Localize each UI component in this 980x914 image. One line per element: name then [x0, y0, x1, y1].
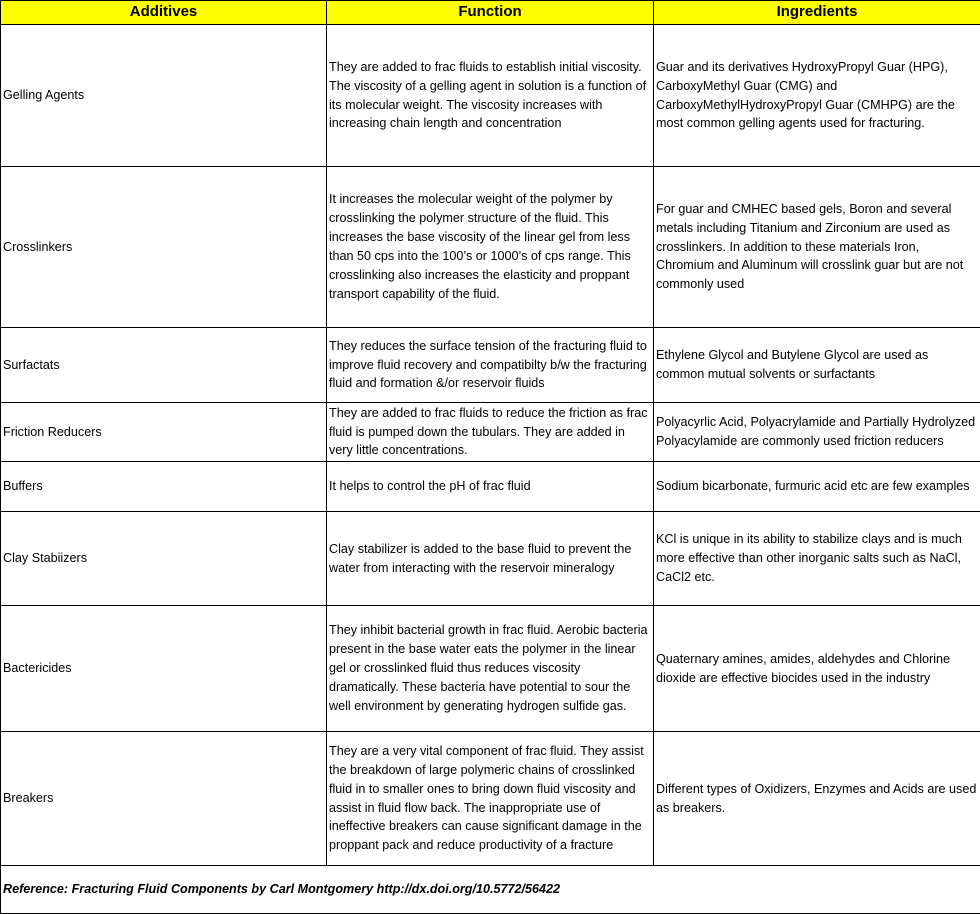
- additive-function: They are added to frac fluids to establish initial viscosity. The viscosity of a gelling agent in solution is a function of its molecular weight. The viscosity increases with increasing chain length and concentration: [327, 25, 654, 167]
- additive-name: Crosslinkers: [1, 167, 327, 328]
- additive-ingredients: Quaternary amines, amides, aldehydes and Chlorine dioxide are effective biocides used in the industry: [654, 606, 980, 732]
- additive-name: Bactericides: [1, 606, 327, 732]
- additive-function: Clay stabilizer is added to the base fluid to prevent the water from interacting with the reservoir mineralogy: [327, 512, 654, 606]
- additive-ingredients: Guar and its derivatives HydroxyPropyl Guar (HPG), CarboxyMethyl Guar (CMG) and CarboxyMethylHydroxyPropyl Guar (CMHPG) are the most common gelling agents used for fracturing.: [654, 25, 980, 167]
- additive-name: Friction Reducers: [1, 403, 327, 462]
- header-function: Function: [327, 1, 654, 25]
- additive-ingredients: Polyacyrlic Acid, Polyacrylamide and Partially Hydrolyzed Polyacylamide are commonly used friction reducers: [654, 403, 980, 462]
- additive-name: Breakers: [1, 732, 327, 866]
- additive-name: Gelling Agents: [1, 25, 327, 167]
- additive-ingredients: Different types of Oxidizers, Enzymes and Acids are used as breakers.: [654, 732, 980, 866]
- reference-row: [1, 866, 980, 914]
- additive-ingredients: KCl is unique in its ability to stabilize clays and is much more effective than other inorganic salts such as NaCl, CaCl2 etc.: [654, 512, 980, 606]
- table-row: [1, 606, 980, 732]
- additive-function: They are added to frac fluids to reduce the friction as frac fluid is pumped down the tubulars. They are added in very little concentrations.: [327, 403, 654, 462]
- additive-function: They reduces the surface tension of the fracturing fluid to improve fluid recovery and compatibilty b/w the fracturing fluid and formation &/or reservoir fluids: [327, 328, 654, 403]
- table-row: [1, 462, 980, 512]
- table-row: [1, 403, 980, 462]
- additive-function: It increases the molecular weight of the polymer by crosslinking the polymer structure of the fluid. This increases the base viscosity of the linear gel from less than 50 cps into the 100’s or 1000’s of cps range. This crosslinking also increases the elasticity and proppant transport capability of the fluid.: [327, 167, 654, 328]
- table-row: [1, 732, 980, 866]
- additive-ingredients: Ethylene Glycol and Butylene Glycol are used as common mutual solvents or surfactants: [654, 328, 980, 403]
- additive-name: Surfactats: [1, 328, 327, 403]
- table-row: [1, 25, 980, 167]
- additive-name: Clay Stabiizers: [1, 512, 327, 606]
- additive-function: They inhibit bacterial growth in frac fluid. Aerobic bacteria present in the base water eats the polymer in the linear gel or crosslinked fluid thus reduces viscosity dramatically. These bacteria have potential to sour the well environment by generating hydrogen sulfide gas.: [327, 606, 654, 732]
- additive-ingredients: Sodium bicarbonate, furmuric acid etc are few examples: [654, 462, 980, 512]
- reference-text: Reference: Fracturing Fluid Components by Carl Montgomery http://dx.doi.org/10.5772/56422: [1, 866, 980, 914]
- additive-function: It helps to control the pH of frac fluid: [327, 462, 654, 512]
- header-ingredients: Ingredients: [654, 1, 980, 25]
- table-row: [1, 167, 980, 328]
- header-row: [1, 1, 980, 25]
- header-additives: Additives: [1, 1, 327, 25]
- additive-function: They are a very vital component of frac fluid. They assist the breakdown of large polymeric chains of crosslinked fluid in to smaller ones to bring down fluid viscosity and assist in fluid flow back. The inappropriate use of ineffective breakers can cause significant damage in the proppant pack and reduce productivity of a fracture: [327, 732, 654, 866]
- additive-name: Buffers: [1, 462, 327, 512]
- additive-ingredients: For guar and CMHEC based gels, Boron and several metals including Titanium and Zirconium are used as crosslinkers. In addition to these materials Iron, Chromium and Aluminum will crosslink guar but are not commonly used: [654, 167, 980, 328]
- table-row: [1, 512, 980, 606]
- table-row: [1, 328, 980, 403]
